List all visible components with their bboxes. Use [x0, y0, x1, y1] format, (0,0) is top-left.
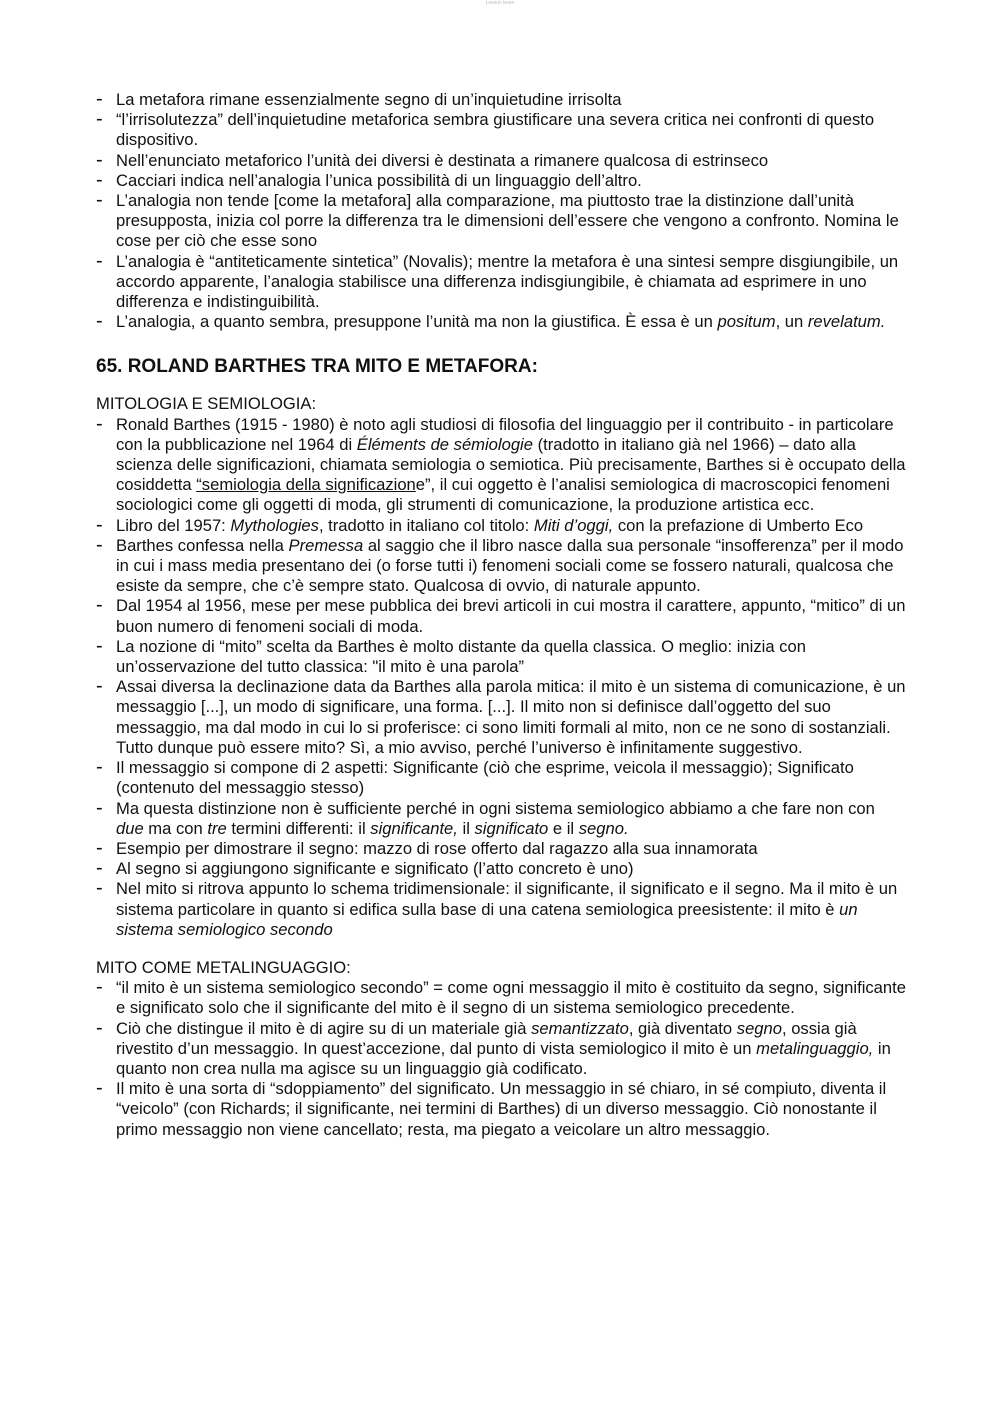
text-run: (tradotto in italiano già nel 1966) – dato alla scienza delle significazioni, chiamata semiologia o semiotica. Più precisamente, Barthes si è occupato della cosiddetta	[116, 434, 906, 495]
list-item	[96, 1079, 906, 1140]
list-item	[96, 415, 906, 516]
text-run: Libro del 1957:	[116, 515, 231, 535]
text-run: La metafora rimane essenzialmente segno di un’inquietudine irrisolta	[116, 90, 622, 109]
document-body	[96, 90, 906, 1140]
section-heading: 65. ROLAND BARTHES TRA MITO E METAFORA:	[96, 356, 538, 378]
text-run: revelatum.	[807, 312, 886, 332]
list-item	[96, 758, 906, 798]
list-item	[96, 637, 906, 677]
text-run: , un	[775, 312, 808, 332]
text-run: Il messaggio si compone di 2 aspetti: Significante (ciò che esprime, veicola il messaggio); Significato (contenuto del messaggio stesso)	[116, 758, 854, 798]
text-run: Mythologies	[230, 515, 319, 535]
text-run: “il mito è un sistema semiologico secondo” = come ogni messaggio il mito è costituito da segno, significante e significato solo che il significante del mito è il segno di un sistema semiologico precedente.	[116, 978, 906, 1018]
text-run: e”, il cui oggetto è l’analisi semiologica di macroscopici fenomeni sociologici come gli oggetti di moda, gli strumenti di comunicazione, la produzione artistica ecc.	[116, 475, 890, 515]
text-run: al saggio che il libro nasce dalla sua personale “insofferenza” per il modo in cui i mass media presentano dei (o forse tutti i) fenomeni sociali come se fossero naturali, qualcosa che esiste da sempre, che c’è sempre stato. Qualcosa di ovvio, di naturale appunto.	[116, 535, 904, 596]
list-item	[96, 799, 906, 839]
list-item	[96, 536, 906, 597]
text-run: Barthes confessa nella	[116, 535, 289, 555]
text-run: significante,	[370, 818, 458, 838]
text-run: metalinguaggio,	[756, 1038, 874, 1058]
text-run: segno.	[578, 818, 629, 838]
text-run: Miti d’oggi,	[533, 515, 614, 535]
text-run: L’analogia, a quanto sembra, presuppone l’unità ma non la giustifica. È essa è un	[116, 312, 718, 332]
text-run: Il mito è una sorta di “sdoppiamento” del significato. Un messaggio in sé chiaro, in sé compiuto, diventa il “veicolo” (con Richards; il significante, nei termini di Barthes) di un diverso messaggio. Ciò nonostante il primo messaggio non viene cancellato; resta, ma piegato a veicolare un altro messaggio.	[116, 1079, 887, 1139]
text-run: Premessa	[288, 535, 364, 555]
spacer	[96, 940, 906, 958]
list-item	[96, 171, 906, 191]
text-run: , tradotto in italiano col titolo:	[318, 515, 534, 535]
list-item	[96, 859, 906, 879]
text-run: Cacciari indica nell’analogia l’unica possibilità di un linguaggio dell’altro.	[116, 170, 642, 190]
list-item	[96, 596, 906, 636]
text-run: Ma questa distinzione non è sufficiente perché in ogni sistema semiologico abbiamo a che fare non con	[116, 798, 875, 818]
list-item	[96, 110, 906, 150]
text-run: , ossia già rivestito d’un messaggio. In quest’accezione, dal punto di vista semiologico il mito è un	[116, 1018, 857, 1058]
text-run: il	[457, 818, 475, 838]
list-item	[96, 1019, 906, 1080]
list-item	[96, 151, 906, 171]
text-run: Assai diversa la declinazione data da Barthes alla parola mitica: il mito è un sistema di comunicazione, è un messaggio [...], un modo di significare, una forma. [...]. Il mito non si definisce dall’oggetto del suo messaggio, ma dal modo in cui lo si proferisce: ci sono limiti formali al mito, non ce ne sono di sostanziali. Tutto dunque può essere mito? Sì, a mio avviso, perché l’universo è infinitamente suggestivo.	[116, 677, 906, 757]
list-item	[96, 879, 906, 940]
mitologia-bullet-list	[96, 415, 906, 940]
list-item	[96, 312, 906, 332]
text-run: , già diventato	[628, 1018, 737, 1038]
text-run: La nozione di “mito” scelta da Barthes è molto distante da quella classica. O meglio: inizia con un’osservazione del tutto classica: "il mito è una parola”	[116, 636, 806, 677]
list-item	[96, 90, 906, 110]
list-item	[96, 252, 906, 313]
text-run: Esempio per dimostrare il segno: mazzo di rose offerto dal ragazzo alla sua innamorata	[116, 838, 758, 858]
text-run: Éléments de sémiologie	[356, 434, 533, 454]
list-item	[96, 516, 906, 536]
text-run: L’analogia è “antiteticamente sintetica” (Novalis); mentre la metafora è una sintesi sempre disgiungibile, un accordo apparente, l’analogia stabilisce una differenza indisgiungibile, è chiamata ad esprimere in uno differenza e indistinguibilità.	[116, 251, 899, 312]
list-item	[96, 191, 906, 252]
text-run: Ciò che distingue il mito è di agire su di un materiale già	[116, 1018, 532, 1038]
text-run: segno	[736, 1018, 782, 1038]
intro-bullet-list	[96, 90, 906, 332]
text-run: “semiologia della significazion	[196, 475, 416, 495]
text-run: positum	[717, 312, 776, 332]
text-run: Al segno si aggiungono significante e significato (l’atto concreto è uno)	[116, 859, 634, 879]
watermark: Lesson learn	[485, 0, 515, 6]
list-item	[96, 677, 906, 758]
subsection-title-metalinguaggio: MITO COME METALINGUAGGIO:	[96, 957, 351, 977]
text-run: due	[116, 818, 144, 838]
list-item	[96, 978, 906, 1018]
text-run: ma con	[143, 818, 208, 838]
text-run: Ronald Barthes (1915 - 1980) è noto agli studiosi di filosofia del linguaggio per il contribuito - in particolare con la pubblicazione nel 1964 di	[116, 414, 894, 454]
text-run: “l’irrisolutezza” dell’inquietudine metaforica sembra giustificare una severa critica nei confronti di questo dispositivo.	[116, 110, 875, 150]
text-run: Dal 1954 al 1956, mese per mese pubblica dei brevi articoli in cui mostra il carattere, appunto, “mitico” di un buon numero di fenomeni sociali di moda.	[116, 596, 906, 636]
subsection-title-mitologia: MITOLOGIA E SEMIOLOGIA:	[96, 394, 317, 414]
text-run: un sistema semiologico secondo	[116, 899, 858, 939]
text-run: termini differenti: il	[226, 818, 371, 838]
text-run: con la prefazione di Umberto Eco	[613, 515, 864, 535]
text-run: tre	[207, 818, 227, 838]
text-run: L’analogia non tende [come la metafora] alla comparazione, ma piuttosto trae la distinzione dall’unità presupposta, inizia col porre la differenza tra le dimensioni dell’essere che vengono a confronto. Nomina le cose per ciò che esse sono	[116, 191, 899, 251]
text-run: semantizzato	[531, 1018, 629, 1038]
list-item	[96, 839, 906, 859]
text-run: Nel mito si ritrova appunto lo schema tridimensionale: il significante, il significato e il segno. Ma il mito è un sistema particolare in quanto si edifica sulla base di una catena semiologica preesistente: il mito è	[116, 879, 898, 919]
text-run: significato	[474, 818, 549, 838]
metalinguaggio-bullet-list	[96, 978, 906, 1140]
text-run: Nell’enunciato metaforico l’unità dei diversi è destinata a rimanere qualcosa di estrinseco	[116, 150, 769, 170]
text-run: e il	[548, 818, 579, 838]
text-run: in quanto non crea nulla ma agisce su un linguaggio già codificato.	[116, 1038, 891, 1078]
